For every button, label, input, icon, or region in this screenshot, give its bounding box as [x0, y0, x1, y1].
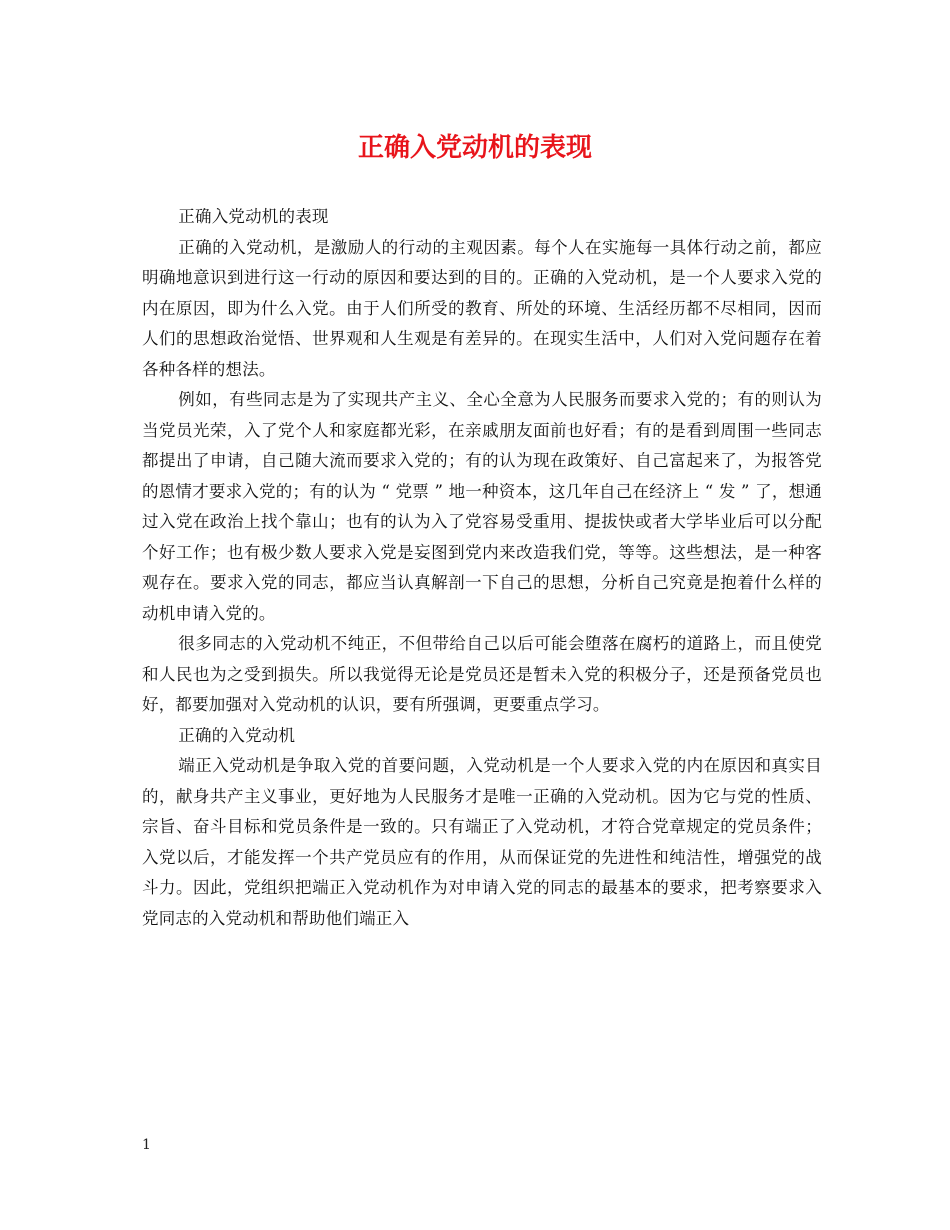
paragraph-definition: 正确的入党动机，是激励人的行动的主观因素。每个人在实施每一具体行动之前，都应明确地意识到进行这一行动的原因和要达到的目的。正确的入党动机，是一个人要求入党的内在原因，即为什么入党。由于人们所受的教育、所处的环境、生活经历都不尽相同，因而人们的思想政治觉悟、世界观和人生观是有差异的。在现实生活中，人们对入党问题存在着各种各样的想法。 — [142, 237, 822, 379]
paragraph-correct-motive: 端正入党动机是争取入党的首要问题，入党动机是一个人要求入党的内在原因和真实目的，献身共产主义事业，更好地为人民服务才是唯一正确的入党动机。因为它与党的性质、宗旨、奋斗目标和党员条件是一致的。只有端正了入党动机，才符合党章规定的党员条件；入党以后，才能发挥一个共产党员应有的作用，从而保证党的先进性和纯洁性，增强党的战斗力。因此，党组织把端正入党动机作为对申请入党的同志的最基本的要求，把考察要求入党同志的入党动机和帮助他们端正入 — [142, 756, 822, 928]
document-title: 正确入党动机的表现 — [357, 133, 592, 163]
page-number: 1 — [142, 1137, 151, 1153]
document-body — [142, 202, 822, 934]
paragraph-subtitle: 正确入党动机的表现 — [178, 207, 329, 226]
paragraph-consequences: 很多同志的入党动机不纯正，不但带给自己以后可能会堕落在腐朽的道路上，而且使党和人民也为之受到损失。所以我觉得无论是党员还是暂未入党的积极分子，还是预备党员也好，都要加强对入党动机的认识，要有所强调，更要重点学习。 — [142, 634, 822, 714]
paragraph-examples: 例如，有些同志是为了实现共产主义、全心全意为人民服务而要求入党的；有的则认为当党员光荣，入了党个人和家庭都光彩，在亲戚朋友面前也好看；有的是看到周围一些同志都提出了申请，自己随大流而要求入党的；有的认为现在政策好、自己富起来了，为报答党的恩情才要求入党的；有的认为 “ 党票 ” 地一种资本，这几年自己在经济上 “ 发 ” 了，想通过入党在政治上找个靠山；也有的认为入了党容易受重用、提拔快或者大学毕业后可以分配个好工作；也有极少数人要求入党是妄图到党内来改造我们党，等等。这些想法，是一种客观存在。要求入党的同志，都应当认真解剖一下自己的思想，分析自己究竟是抱着什么样的动机申请入党的。 — [142, 390, 822, 623]
paragraph-section-heading: 正确的入党动机 — [178, 725, 296, 745]
